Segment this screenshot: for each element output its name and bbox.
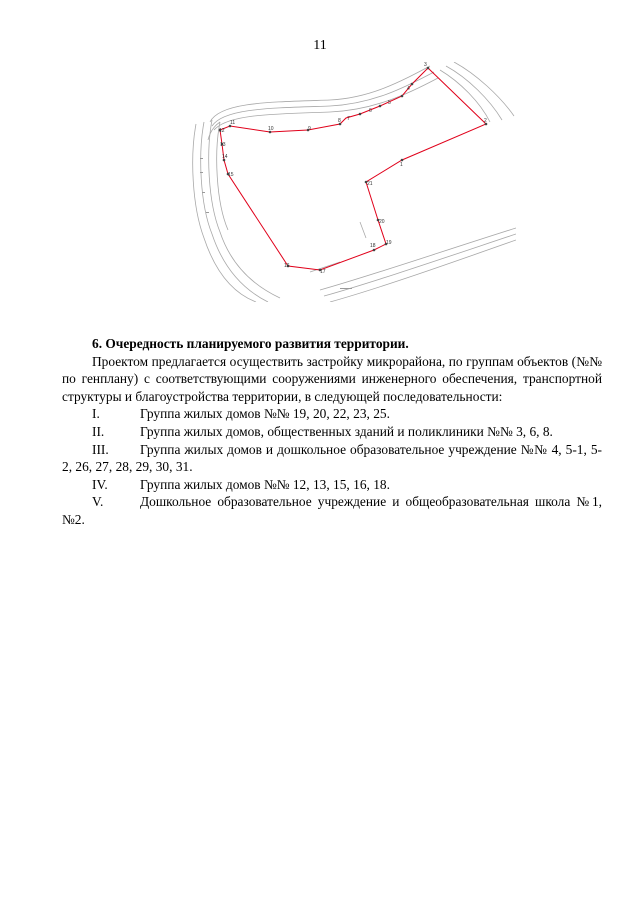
list-item [62, 405, 602, 423]
section-intro: Проектом предлагается осуществить застройку микрорайона, по группам объектов (№№ по генплану) с соответствующими сооружениями инженерного обеспечения, транспортной структуры и благоустройства территории, в следующей последовательности: [62, 353, 602, 404]
section-heading: 6. Очередность планируемого развития территории. [92, 336, 409, 351]
list-item [62, 476, 602, 494]
point-label-6: 6 [369, 108, 372, 114]
list-item [62, 441, 602, 476]
road-markings [200, 158, 352, 289]
point-label-16: 16 [284, 263, 290, 269]
point-label-11: 11 [230, 120, 236, 126]
list-item-text: Группа жилых домов №№ 12, 13, 15, 16, 18. [140, 476, 390, 492]
list-item [62, 493, 602, 528]
road-lines [193, 62, 516, 302]
point-label-10: 10 [268, 126, 274, 132]
point-label-4: 4 [407, 86, 410, 92]
point-label-21: 21 [367, 181, 373, 187]
site-boundary [220, 68, 486, 270]
point-label-19: 19 [386, 240, 392, 246]
list-item-text: Группа жилых домов, общественных зданий и поликлиники №№ 3, 6, 8. [140, 423, 553, 439]
point-label-20: 20 [379, 219, 385, 225]
list-item-number: I. [92, 406, 100, 422]
list-item-number: II. [92, 423, 105, 439]
point-label-8: 8 [338, 118, 341, 124]
list-item-text: Дошкольное образовательное учреждение и общеобразовательная школа №1, №2. [62, 494, 602, 527]
point-label-14: 14 [222, 154, 228, 160]
point-label-2: 2 [484, 118, 487, 124]
point-label-17: 17 [320, 269, 326, 275]
point-label-1: 1 [400, 162, 403, 168]
list-item [62, 423, 602, 441]
point-label-3: 3 [424, 62, 427, 68]
site-plan-drawing [190, 62, 516, 302]
section-content [62, 335, 602, 529]
point-label-7: 7 [347, 116, 350, 122]
point-label-18: 18 [370, 243, 376, 249]
point-label-12: 12 [219, 128, 225, 134]
list-item-text: Группа жилых домов и дошкольное образовательное учреждение №№ 4, 5-1, 5-2, 26, 27, 28, 29, 30, 31. [62, 441, 602, 475]
page-number: 11 [313, 38, 327, 53]
point-label-15: 15 [228, 172, 234, 178]
point-label-13: 13 [220, 142, 226, 148]
point-label-5: 5 [388, 100, 391, 106]
list-item-number: V. [92, 494, 104, 510]
point-label-9: 9 [308, 126, 311, 132]
list-item-number: IV. [92, 476, 108, 492]
list-item-text: Группа жилых домов №№ 19, 20, 22, 23, 25. [140, 406, 390, 422]
list-item-number: III. [92, 441, 109, 457]
